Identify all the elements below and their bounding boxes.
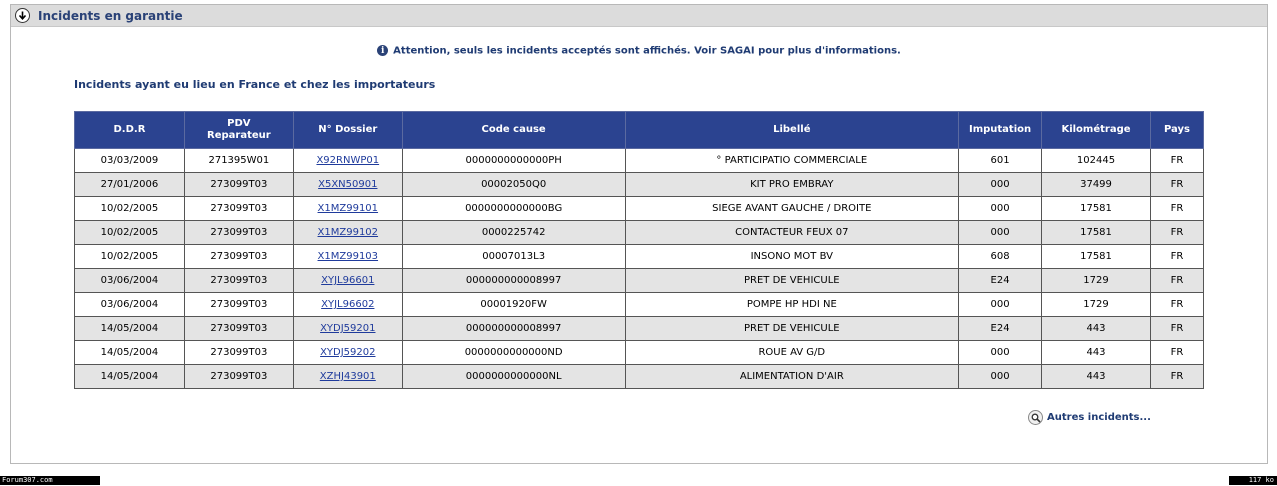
cell-imputation: 000 [959,197,1042,221]
cell-pdv: 273099T03 [184,245,293,269]
cell-imputation: E24 [959,269,1042,293]
cell-dossier [293,149,402,173]
cell-pays: FR [1150,293,1203,317]
other-incidents-label[interactable]: Autres incidents... [1047,412,1151,423]
cell-imputation: E24 [959,317,1042,341]
cell-dossier [293,317,402,341]
cell-kilometrage: 17581 [1042,245,1151,269]
cell-dossier [293,173,402,197]
cell-imputation: 000 [959,293,1042,317]
header-pdv-line2: Reparateur [207,130,271,141]
header-pdv[interactable] [184,112,293,149]
cell-libelle: CONTACTEUR FEUX 07 [625,221,959,245]
cell-pdv: 273099T03 [184,317,293,341]
cell-ddr: 27/01/2006 [75,173,185,197]
dossier-link[interactable]: XYDJ59201 [320,323,376,334]
cell-code-cause: 0000225742 [402,221,625,245]
cell-imputation: 000 [959,365,1042,389]
cell-dossier [293,245,402,269]
table-row [75,269,1204,293]
cell-pdv: 273099T03 [184,221,293,245]
cell-code-cause: 00007013L3 [402,245,625,269]
table-row [75,221,1204,245]
cell-code-cause: 00001920FW [402,293,625,317]
cell-kilometrage: 1729 [1042,269,1151,293]
cell-pays: FR [1150,197,1203,221]
cell-pdv: 273099T03 [184,269,293,293]
cell-pays: FR [1150,221,1203,245]
footer-watermark: Forum307.com [0,476,100,485]
header-dossier[interactable]: N° Dossier [293,112,402,149]
cell-pays: FR [1150,149,1203,173]
dossier-link[interactable]: X92RNWP01 [316,155,380,166]
cell-code-cause: 0000000000000NL [402,365,625,389]
cell-pays: FR [1150,317,1203,341]
cell-imputation: 000 [959,341,1042,365]
dossier-link[interactable]: XYJL96602 [321,299,375,310]
header-pays[interactable]: Pays [1150,112,1203,149]
cell-ddr: 10/02/2005 [75,245,185,269]
cell-pays: FR [1150,269,1203,293]
cell-pdv: 271395W01 [184,149,293,173]
dossier-link[interactable]: XYJL96601 [321,275,375,286]
incidents-table [74,111,1204,389]
cell-ddr: 14/05/2004 [75,317,185,341]
dossier-link[interactable]: X1MZ99101 [317,203,379,214]
cell-dossier [293,197,402,221]
cell-libelle: INSONO MOT BV [625,245,959,269]
notice [11,45,1267,57]
cell-dossier [293,269,402,293]
dossier-link[interactable]: X1MZ99103 [317,251,379,262]
dossier-link[interactable]: X1MZ99102 [317,227,379,238]
other-incidents-link[interactable] [1028,410,1151,425]
cell-dossier [293,365,402,389]
table-header-row [75,112,1204,149]
cell-ddr: 14/05/2004 [75,341,185,365]
cell-kilometrage: 17581 [1042,221,1151,245]
cell-libelle: ALIMENTATION D'AIR [625,365,959,389]
cell-libelle: KIT PRO EMBRAY [625,173,959,197]
cell-dossier [293,293,402,317]
cell-pays: FR [1150,173,1203,197]
cell-pdv: 273099T03 [184,293,293,317]
dossier-link[interactable]: X5XN50901 [318,179,378,190]
header-code-cause[interactable]: Code cause [402,112,625,149]
cell-libelle: ° PARTICIPATIO COMMERCIALE [625,149,959,173]
cell-dossier [293,341,402,365]
panel-header[interactable] [11,5,1267,27]
cell-kilometrage: 17581 [1042,197,1151,221]
header-ddr[interactable]: D.D.R [75,112,185,149]
cell-pdv: 273099T03 [184,197,293,221]
cell-pdv: 273099T03 [184,173,293,197]
cell-kilometrage: 443 [1042,341,1151,365]
cell-pays: FR [1150,365,1203,389]
cell-code-cause: 0000000000000PH [402,149,625,173]
cell-kilometrage: 443 [1042,317,1151,341]
cell-code-cause: 0000000000000BG [402,197,625,221]
cell-libelle: PRET DE VEHICULE [625,269,959,293]
cell-ddr: 03/06/2004 [75,269,185,293]
cell-pdv: 273099T03 [184,365,293,389]
cell-imputation: 000 [959,221,1042,245]
cell-code-cause: 00002050Q0 [402,173,625,197]
magnifier-icon[interactable] [1028,410,1043,425]
cell-kilometrage: 1729 [1042,293,1151,317]
table-row [75,149,1204,173]
cell-pays: FR [1150,341,1203,365]
cell-kilometrage: 37499 [1042,173,1151,197]
cell-pays: FR [1150,245,1203,269]
cell-dossier [293,221,402,245]
cell-ddr: 10/02/2005 [75,221,185,245]
cell-libelle: POMPE HP HDI NE [625,293,959,317]
cell-pdv: 273099T03 [184,341,293,365]
section-title: Incidents ayant eu lieu en France et chez les importateurs [74,78,436,91]
header-kilometrage[interactable]: Kilométrage [1042,112,1151,149]
warranty-panel [10,4,1268,464]
cell-imputation: 601 [959,149,1042,173]
cell-kilometrage: 443 [1042,365,1151,389]
cell-imputation: 608 [959,245,1042,269]
cell-imputation: 000 [959,173,1042,197]
dossier-link[interactable]: XYDJ59202 [320,347,376,358]
cell-ddr: 14/05/2004 [75,365,185,389]
header-libelle[interactable]: Libellé [625,112,959,149]
cell-libelle: SIEGE AVANT GAUCHE / DROITE [625,197,959,221]
notice-text: Attention, seuls les incidents acceptés sont affichés. Voir SAGAI pour plus d'informations. [393,45,901,57]
table-row [75,173,1204,197]
table-row [75,317,1204,341]
cell-code-cause: 0000000000000ND [402,341,625,365]
table-row [75,341,1204,365]
table-row [75,197,1204,221]
panel-title: Incidents en garantie [38,8,183,23]
cell-ddr: 03/06/2004 [75,293,185,317]
header-pdv-line1: PDV [227,118,251,129]
cell-libelle: PRET DE VEHICULE [625,317,959,341]
arrow-down-icon[interactable] [15,8,30,23]
cell-code-cause: 000000000008997 [402,269,625,293]
table-row [75,365,1204,389]
cell-code-cause: 000000000008997 [402,317,625,341]
header-imputation[interactable]: Imputation [959,112,1042,149]
cell-ddr: 10/02/2005 [75,197,185,221]
table-row [75,245,1204,269]
dossier-link[interactable]: XZHJ43901 [319,371,376,382]
cell-kilometrage: 102445 [1042,149,1151,173]
cell-libelle: ROUE AV G/D [625,341,959,365]
footer-size: 117 ko [1229,476,1277,485]
cell-ddr: 03/03/2009 [75,149,185,173]
table-row [75,293,1204,317]
info-icon: i [377,45,388,56]
